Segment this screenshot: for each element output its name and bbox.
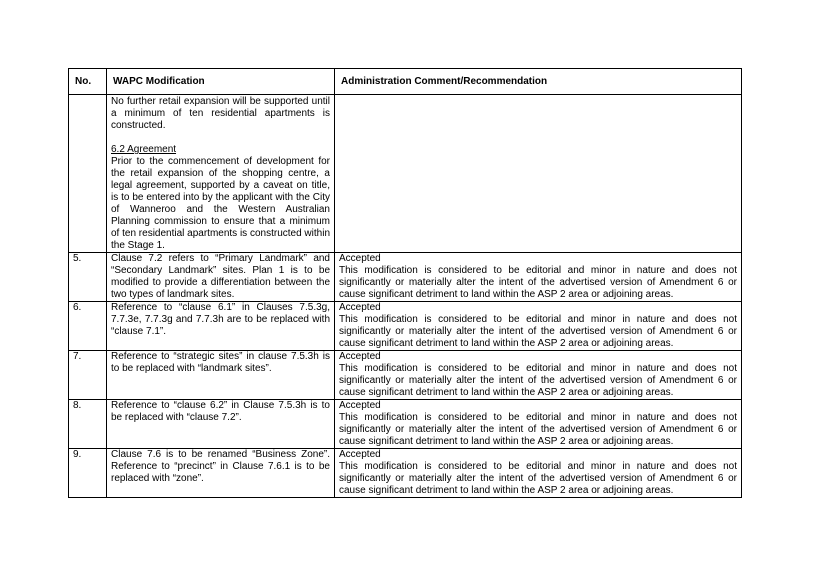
comment-text: This modification is considered to be editorial and minor in nature and does not significantly or materially alter the intent of the advertised version of Amendment 6 or cause significant detriment to land within the ASP 2 area or adjoining areas. <box>339 363 737 398</box>
row-modification: Clause 7.6 is to be renamed “Business Zone”. Reference to “precinct” in Clause 7.6.1 is to be replaced with “zone”. <box>107 449 335 498</box>
row-comment <box>335 351 742 400</box>
row-modification: Clause 7.2 refers to “Primary Landmark” and “Secondary Landmark” sites. Plan 1 is to be modified to provide a differentiation between the two types of landmark sites. <box>107 253 335 302</box>
row-modification: Reference to “strategic sites” in clause 7.5.3h is to be replaced with “landmark sites”. <box>107 351 335 400</box>
status-text: Accepted <box>339 351 381 362</box>
cell-comment-empty <box>335 95 742 253</box>
row-number: 5. <box>69 253 107 302</box>
comment-text: This modification is considered to be editorial and minor in nature and does not significantly or materially alter the intent of the advertised version of Amendment 6 or cause significant detriment to land within the ASP 2 area or adjoining areas. <box>339 265 737 300</box>
row-modification: Reference to “clause 6.2” in Clause 7.5.3h is to be replaced with “clause 7.2”. <box>107 400 335 449</box>
table-row-continued <box>69 95 742 253</box>
row-number: 8. <box>69 400 107 449</box>
table-row <box>69 400 742 449</box>
header-no: No. <box>69 69 107 95</box>
table-row <box>69 351 742 400</box>
continued-paragraph-1: No further retail expansion will be supported until a minimum of ten residential apartments is constructed. <box>111 96 330 131</box>
row-number: 6. <box>69 302 107 351</box>
status-text: Accepted <box>339 400 381 411</box>
comment-text: This modification is considered to be editorial and minor in nature and does not significantly or materially alter the intent of the advertised version of Amendment 6 or cause significant detriment to land within the ASP 2 area or adjoining areas. <box>339 461 737 496</box>
header-admin-comment: Administration Comment/Recommendation <box>335 69 742 95</box>
cell-modification-continued <box>107 95 335 253</box>
status-text: Accepted <box>339 253 381 264</box>
comment-text: This modification is considered to be editorial and minor in nature and does not significantly or materially alter the intent of the advertised version of Amendment 6 or cause significant detriment to land within the ASP 2 area or adjoining areas. <box>339 314 737 349</box>
row-number: 7. <box>69 351 107 400</box>
table-row <box>69 449 742 498</box>
status-text: Accepted <box>339 302 381 313</box>
row-comment <box>335 449 742 498</box>
row-modification: Reference to “clause 6.1” in Clauses 7.5.3g, 7.7.3e, 7.7.3g and 7.7.3h are to be replaced with “clause 7.1”. <box>107 302 335 351</box>
row-number: 9. <box>69 449 107 498</box>
status-text: Accepted <box>339 449 381 460</box>
cell-no-empty <box>69 95 107 253</box>
row-comment <box>335 253 742 302</box>
comment-text: This modification is considered to be editorial and minor in nature and does not significantly or materially alter the intent of the advertised version of Amendment 6 or cause significant detriment to land within the ASP 2 area or adjoining areas. <box>339 412 737 447</box>
table-row <box>69 302 742 351</box>
header-wapc-modification: WAPC Modification <box>107 69 335 95</box>
row-comment <box>335 302 742 351</box>
table-row <box>69 253 742 302</box>
table-header-row <box>69 69 742 95</box>
agreement-heading: 6.2 Agreement <box>111 144 177 155</box>
row-comment <box>335 400 742 449</box>
modifications-table <box>68 68 742 498</box>
continued-paragraph-2: Prior to the commencement of development for the retail expansion of the shopping centre, a legal agreement, supported by a caveat on title, is to be entered into by the applicant with the City of Wanneroo and the Western Australian Planning commission to ensure that a minimum of ten residential apartments is constructed within the Stage 1. <box>111 156 330 251</box>
